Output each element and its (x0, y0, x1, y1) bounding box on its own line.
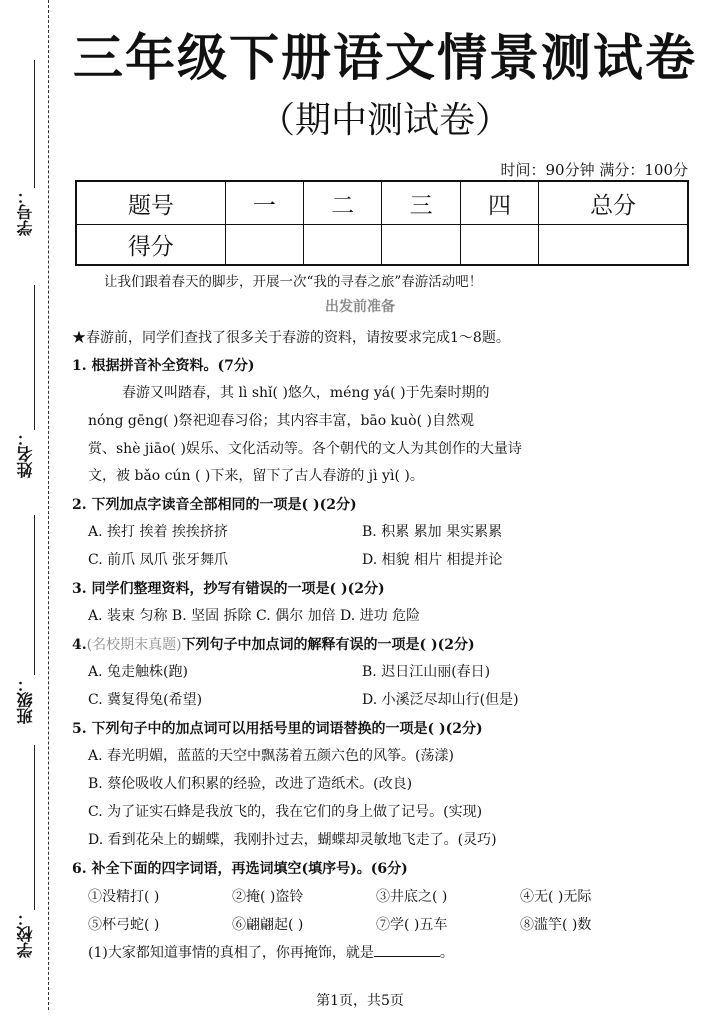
q3-options: A. 装束 匀称 B. 坚固 拆除 C. 偶尔 加倍 D. 进功 危险 (88, 608, 421, 624)
q2-option-c: C. 前爪 凤爪 张牙舞爪 (88, 552, 229, 568)
intro-text: 让我们跟着春天的脚步，开展一次“我的寻春之旅”春游活动吧！ (104, 274, 483, 290)
score-table-header-row (76, 181, 688, 225)
q5-option-c: C. 为了证实石蜂是我放飞的，我在它们的身上做了记号。(实现) (88, 804, 483, 820)
page-footer: 第1页，共5页 (316, 993, 404, 1009)
q4-option-d: D. 小溪泛尽却山行(但是) (362, 692, 519, 708)
q2-title: 2. 下列加点字读音全部相同的一项是( )(2分) (72, 497, 357, 513)
score-header-cell: 四 (460, 181, 538, 225)
q6-title: 6. 补全下面的四字词语，再选词填空(填序号)。(6分) (72, 861, 408, 877)
q6-item: ①没精打( ) (88, 889, 160, 905)
score-cell[interactable] (539, 225, 688, 266)
class-line (34, 515, 35, 675)
score-table (75, 180, 689, 266)
q6-sub1-text: (1)大家都知道事情的真相了，你再掩饰，就是 (88, 945, 374, 961)
q4-text: 下列句子中加点词的解释有误的一项是( )(2分) (181, 637, 475, 653)
q1-line: 文，被 bǎo cún ( )下来，留下了古人春游的 jì yì( )。 (88, 468, 424, 484)
score-header-cell: 二 (304, 181, 382, 225)
school-line (34, 745, 35, 910)
score-header-cell: 一 (225, 181, 303, 225)
section-title: 出发前准备 (325, 299, 395, 315)
q1-line: 赏、shè jiāo( )娱乐、文化活动等。各个朝代的文人为其创作的大量诗 (88, 441, 522, 457)
q1-line: 春游又叫踏春，其 lì shǐ( )悠久，méng yá( )于先秦时期的 (122, 385, 490, 401)
q4-option-b: B. 迟日江山丽(春日) (362, 664, 491, 680)
score-cell[interactable] (460, 225, 538, 266)
q5-option-b: B. 蔡伦吸收人们积累的经验，改进了造纸术。(改良) (88, 776, 413, 792)
q4-tag: (名校期末真题) (86, 637, 182, 653)
page-title: 三年级下册语文情景测试卷 (73, 29, 697, 87)
binding-dashed-line (48, 0, 49, 1010)
q5-title: 5. 下列句子中的加点词可以用括号里的词语替换的一项是( )(2分) (72, 721, 483, 737)
score-table-score-row (76, 225, 688, 266)
q6-item: ⑥翩翩起( ) (232, 917, 304, 933)
q3-title: 3. 同学们整理资料，抄写有错误的一项是( )(2分) (72, 581, 385, 597)
q4-option-a: A. 兔走触株(跑) (88, 664, 188, 680)
name-field (14, 430, 44, 478)
q6-item: ⑧滥竽( )数 (520, 917, 592, 933)
q2-option-d: D. 相貌 相片 相提并论 (362, 552, 503, 568)
q6-item: ②掩( )盗铃 (232, 889, 304, 905)
score-cell[interactable] (225, 225, 303, 266)
score-cell[interactable] (382, 225, 460, 266)
q1-title: 1. 根据拼音补全资料。(7分) (72, 358, 255, 374)
q6-item: ⑦学( )五车 (376, 917, 448, 933)
time-info: 时间：90分钟 满分：100分 (500, 161, 688, 179)
score-header-cell: 三 (382, 181, 460, 225)
q5-option-a: A. 春光明媚，蓝蓝的天空中飘荡着五颜六色的风筝。(荡漾) (88, 748, 454, 764)
page-subtitle: （期中测试卷） (258, 100, 511, 141)
q1-line: nóng gēng( )祭祀迎春习俗；其内容丰富，bāo kuò( )自然观 (88, 413, 474, 429)
lead-text: ★春游前，同学们查找了很多关于春游的资料，请按要求完成1～8题。 (72, 330, 510, 346)
q5-option-d: D. 看到花朵上的蝴蝶，我刚扑过去，蝴蝶却灵敏地飞走了。(灵巧) (88, 832, 497, 848)
score-header-cell: 题号 (76, 181, 225, 225)
q6-item: ⑤杯弓蛇( ) (88, 917, 160, 933)
class-label: 班级： (16, 676, 35, 724)
student-no-line (34, 60, 35, 188)
school-field (14, 910, 44, 958)
q6-item: ④无( )无际 (520, 889, 592, 905)
name-label: 姓名： (16, 430, 35, 478)
q4-title (72, 634, 475, 654)
q6-item: ③井底之( ) (376, 889, 448, 905)
q6-subquestion-1 (88, 942, 454, 962)
q6-sub1-end: 。 (439, 945, 454, 961)
school-label: 学校： (16, 910, 35, 958)
q2-option-a: A. 挨打 挨着 挨挨挤挤 (88, 524, 228, 540)
score-header-cell: 总分 (539, 181, 688, 225)
q2-option-b: B. 积累 累加 果实累累 (362, 524, 503, 540)
student-no-field (14, 188, 44, 236)
score-cell[interactable] (304, 225, 382, 266)
q4-number: 4. (72, 637, 87, 653)
student-no-label: 学号： (16, 188, 35, 236)
score-row-label: 得分 (76, 225, 225, 266)
answer-blank[interactable] (374, 944, 440, 957)
q4-option-c: C. 冀复得兔(希望) (88, 692, 203, 708)
class-field (14, 676, 44, 724)
